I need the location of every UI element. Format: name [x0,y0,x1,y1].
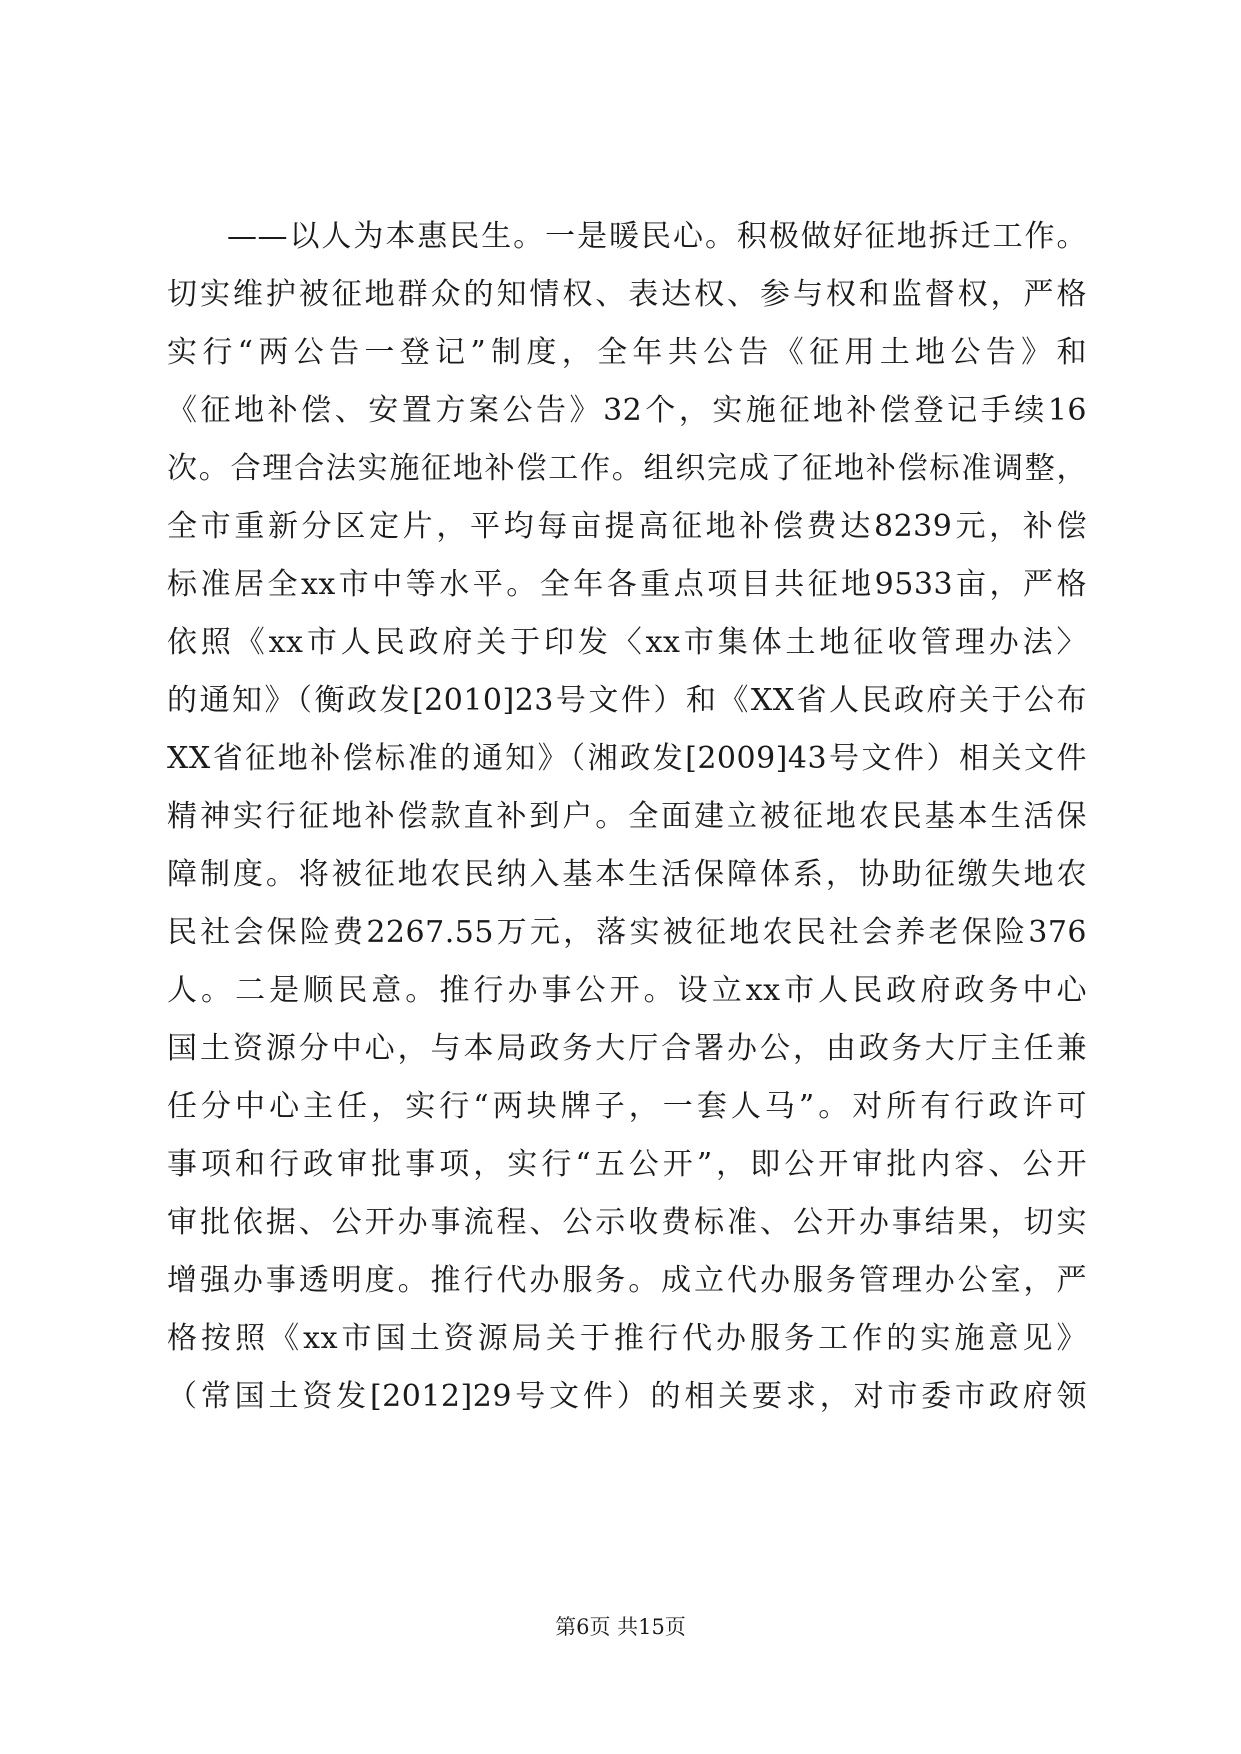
text-line: 依照《xx市人民政府关于印发〈xx市集体土地征收管理办法〉 [167,625,1087,660]
body-paragraph [167,208,1087,1426]
text-line: 《征地补偿、安置方案公告》32个，实施征地补偿登记手续16 [167,393,1087,428]
text-line: 任分中心主任，实行“两块牌子，一套人马”。对所有行政许可 [167,1089,1087,1124]
text-line: 全市重新分区定片，平均每亩提高征地补偿费达8239元，补偿 [167,509,1087,544]
text-line: 格按照《xx市国土资源局关于推行代办服务工作的实施意见》 [167,1321,1087,1356]
text-line: 国土资源分中心，与本局政务大厅合署办公，由政务大厅主任兼 [167,1031,1087,1066]
text-line: 障制度。将被征地农民纳入基本生活保障体系，协助征缴失地农 [167,857,1087,892]
text-line: 增强办事透明度。推行代办服务。成立代办服务管理办公室，严 [167,1263,1087,1298]
text-line: 民社会保险费2267.55万元，落实被征地农民社会养老保险376 [167,915,1087,950]
text-line: 精神实行征地补偿款直补到户。全面建立被征地农民基本生活保 [167,799,1087,834]
text-line: XX省征地补偿标准的通知》（湘政发[2009]43号文件）相关文件 [167,741,1087,776]
text-line: （常国土资发[2012]29号文件）的相关要求，对市委市政府领 [167,1379,1087,1414]
text-line: 实行“两公告一登记”制度，全年共公告《征用土地公告》和 [167,335,1087,370]
text-line: 审批依据、公开办事流程、公示收费标准、公开办事结果，切实 [167,1205,1087,1240]
text-line: 切实维护被征地群众的知情权、表达权、参与权和监督权，严格 [167,277,1087,312]
text-line: ——以人为本惠民生。一是暖民心。积极做好征地拆迁工作。 [227,219,1087,254]
text-line: 次。合理合法实施征地补偿工作。组织完成了征地补偿标准调整， [167,451,1087,486]
page-number-footer: 第6页 共15页 [555,1615,686,1639]
text-line: 的通知》（衡政发[2010]23号文件）和《XX省人民政府关于公布 [167,683,1087,718]
text-line: 标准居全xx市中等水平。全年各重点项目共征地9533亩，严格 [167,567,1087,602]
text-line: 人。二是顺民意。推行办事公开。设立xx市人民政府政务中心 [167,973,1087,1008]
text-line: 事项和行政审批事项，实行“五公开”，即公开审批内容、公开 [167,1147,1087,1182]
